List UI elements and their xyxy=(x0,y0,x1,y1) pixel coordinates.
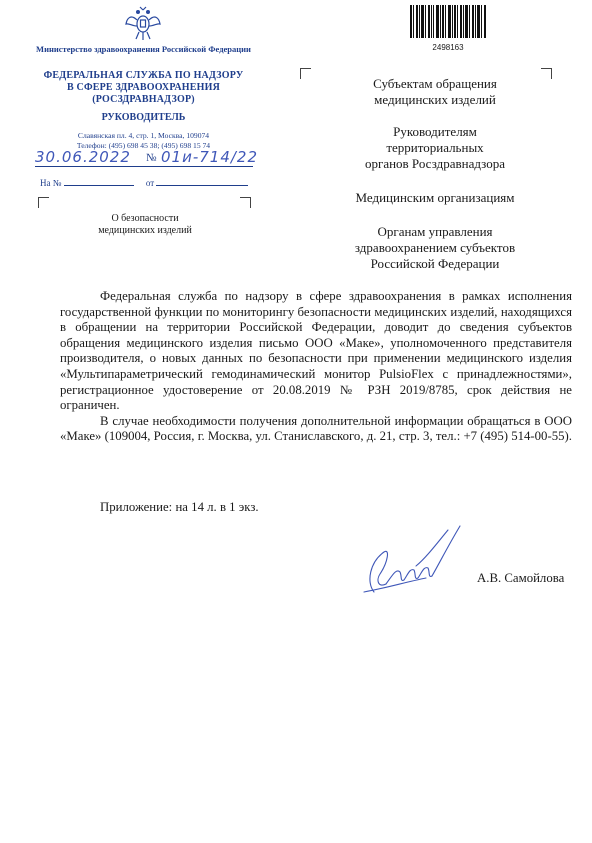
subject-line-2: медицинских изделий xyxy=(98,225,192,236)
letter-subject xyxy=(60,213,230,237)
service-name xyxy=(20,70,267,106)
subject-line-1: О безопасности xyxy=(111,213,179,224)
sender-address: Славянская пл. 4, стр. 1, Москва, 109074 xyxy=(77,131,210,140)
service-line-3: (РОСЗДРАВНАДЗОР) xyxy=(92,94,195,105)
addressee-1-line-1: Субъектам обращения xyxy=(373,76,497,91)
addressee-1 xyxy=(335,76,535,108)
addressee-2 xyxy=(335,124,535,172)
body-paragraph-1: Федеральная служба по надзору в сфере здравоохранения в рамках исполнения государственной функции по мониторингу безопасности медицинских изделий, находящихся в обращении на территории Российской Федерации, доводит до сведения субъектов обращения медицинского изделия письмо ООО «Маке», уполномоченного представителя производителя, о новых данных по безопасности при применении медицинского изделия «Мультипараметрический гемодинамический монитор PulsioFlex с принадлежностями», регистрационное удостоверение от 20.08.2019 № РЗН 2019/8785, срок действия не ограничен. xyxy=(60,289,572,413)
date-underline xyxy=(35,166,253,167)
reference-line xyxy=(40,177,260,188)
addressee-4-line-2: здравоохранением субъектов xyxy=(354,240,516,255)
barcode xyxy=(410,5,486,38)
addressee-1-line-2: медицинских изделий xyxy=(374,92,496,107)
coat-of-arms-icon xyxy=(123,4,163,42)
ministry-name: Министерство здравоохранения Российской Федерации xyxy=(36,44,251,54)
na-label: На № xyxy=(40,178,62,188)
na-blank xyxy=(64,177,134,186)
handwritten-signature xyxy=(356,522,466,602)
addressee-3 xyxy=(335,190,535,206)
barcode-number: 2498163 xyxy=(432,43,464,52)
subject-corner-right xyxy=(240,197,251,208)
addressee-4-line-1: Органам управления xyxy=(377,224,493,239)
addressee-3-line-1: Медицинским организациям xyxy=(355,190,515,205)
ot-blank xyxy=(156,177,248,186)
addressee-4-line-3: Российской Федерации xyxy=(370,256,500,271)
service-line-2: В СФЕРЕ ЗДРАВООХРАНЕНИЯ xyxy=(66,82,221,93)
letter-body xyxy=(60,289,572,445)
addressee-2-line-3: органов Росздравнадзора xyxy=(364,156,506,171)
handwritten-date: 30.06.2022 xyxy=(35,148,131,166)
attachment-note: Приложение: на 14 л. в 1 экз. xyxy=(100,500,259,514)
subject-corner-left xyxy=(38,197,49,208)
addressee-corner-left xyxy=(300,68,311,79)
registration-date-number xyxy=(35,148,265,170)
sender-phone: Телефон: (495) 698 45 38; (495) 698 15 74 xyxy=(76,140,211,150)
number-sign: № xyxy=(146,152,157,164)
body-paragraph-2: В случае необходимости получения дополнительной информации обращаться в ООО «Маке» (109004, Россия, г. Москва, ул. Станиславского, д. 21, стр. 3, тел.: +7 (495) 514-00-55). xyxy=(60,413,572,444)
sender-rank: РУКОВОДИТЕЛЬ xyxy=(101,112,186,123)
addressee-4 xyxy=(335,224,535,272)
addressee-2-line-2: территориальных xyxy=(386,140,484,155)
ot-label: от xyxy=(145,178,155,188)
addressee-2-line-1: Руководителям xyxy=(393,124,477,139)
service-line-1: ФЕДЕРАЛЬНАЯ СЛУЖБА ПО НАДЗОРУ xyxy=(43,70,244,81)
signer-name: А.В. Самойлова xyxy=(477,571,565,585)
addressee-corner-right xyxy=(541,68,552,79)
handwritten-number: 01и-714/22 xyxy=(161,148,259,166)
